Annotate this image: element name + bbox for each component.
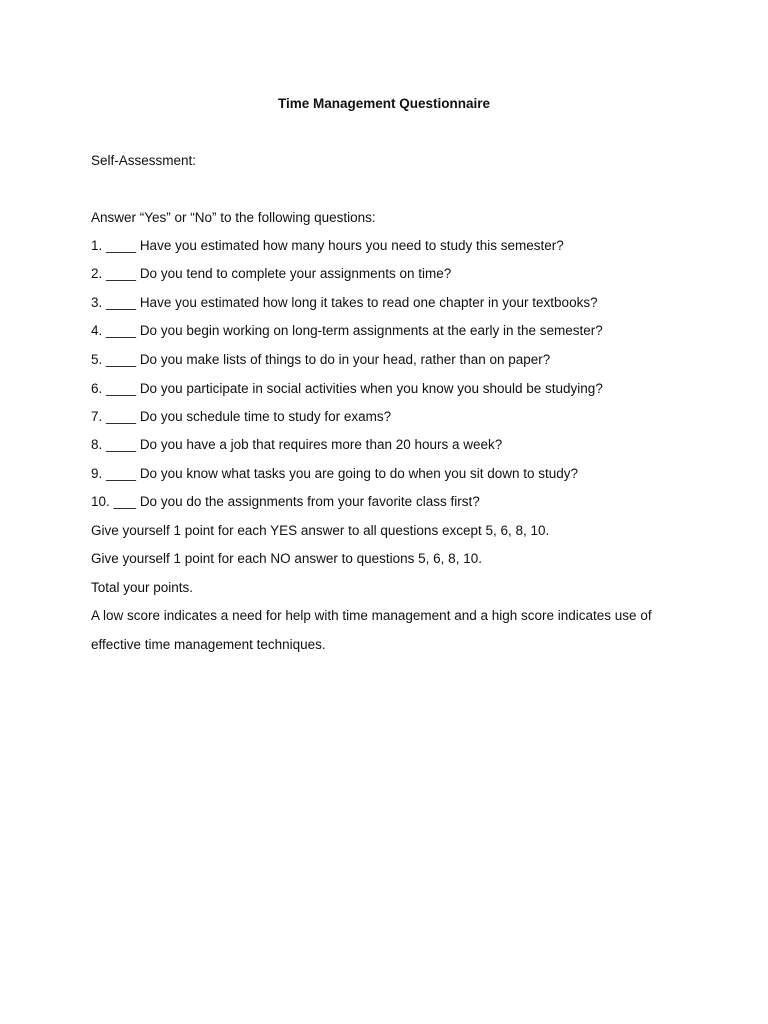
question-text: Do you tend to complete your assignments on time? [139,266,452,281]
question-text: Do you make lists of things to do in your head, rather than on paper? [139,352,551,367]
question-number: 4. ____ [91,323,137,338]
question-item [91,436,502,454]
scoring-line: A low score indicates a need for help with time management and a high score indicates use of [91,608,652,623]
scoring-line: Give yourself 1 point for each NO answer to questions 5, 6, 8, 10. [91,551,482,566]
question-item [91,465,578,483]
question-text: Do you know what tasks you are going to do when you sit down to study? [139,466,579,481]
question-item [91,265,451,283]
question-number: 1. ____ [91,238,137,253]
document-title: Time Management Questionnaire [277,96,491,111]
question-number: 7. ____ [91,409,137,424]
question-number: 2. ____ [91,266,137,281]
question-number: 5. ____ [91,352,137,367]
question-text: Do you begin working on long-term assignments at the early in the semester? [139,323,603,338]
question-item [91,322,603,340]
question-item [91,408,391,426]
question-item [91,493,480,511]
scoring-line: effective time management techniques. [91,637,326,652]
question-item [91,351,550,369]
question-number: 3. ____ [91,295,137,310]
question-text: Do you have a job that requires more than 20 hours a week? [139,437,503,452]
scoring-line: Give yourself 1 point for each YES answer to all questions except 5, 6, 8, 10. [91,523,550,538]
question-number: 9. ____ [91,466,137,481]
question-number: 8. ____ [91,437,137,452]
question-text: Have you estimated how many hours you need to study this semester? [139,238,564,253]
question-text: Do you schedule time to study for exams? [139,409,392,424]
scoring-line: Total your points. [91,580,194,595]
question-text: Do you do the assignments from your favorite class first? [139,494,480,509]
question-text: Do you participate in social activities when you know you should be studying? [139,381,603,396]
question-text: Have you estimated how long it takes to read one chapter in your textbooks? [139,295,598,310]
question-item [91,294,598,312]
question-item [91,380,603,398]
section-heading: Self-Assessment: [91,153,197,168]
question-number: 6. ____ [91,381,137,396]
question-number: 10. ___ [91,494,137,509]
instructions: Answer “Yes” or “No” to the following questions: [91,210,376,225]
question-item [91,237,564,255]
